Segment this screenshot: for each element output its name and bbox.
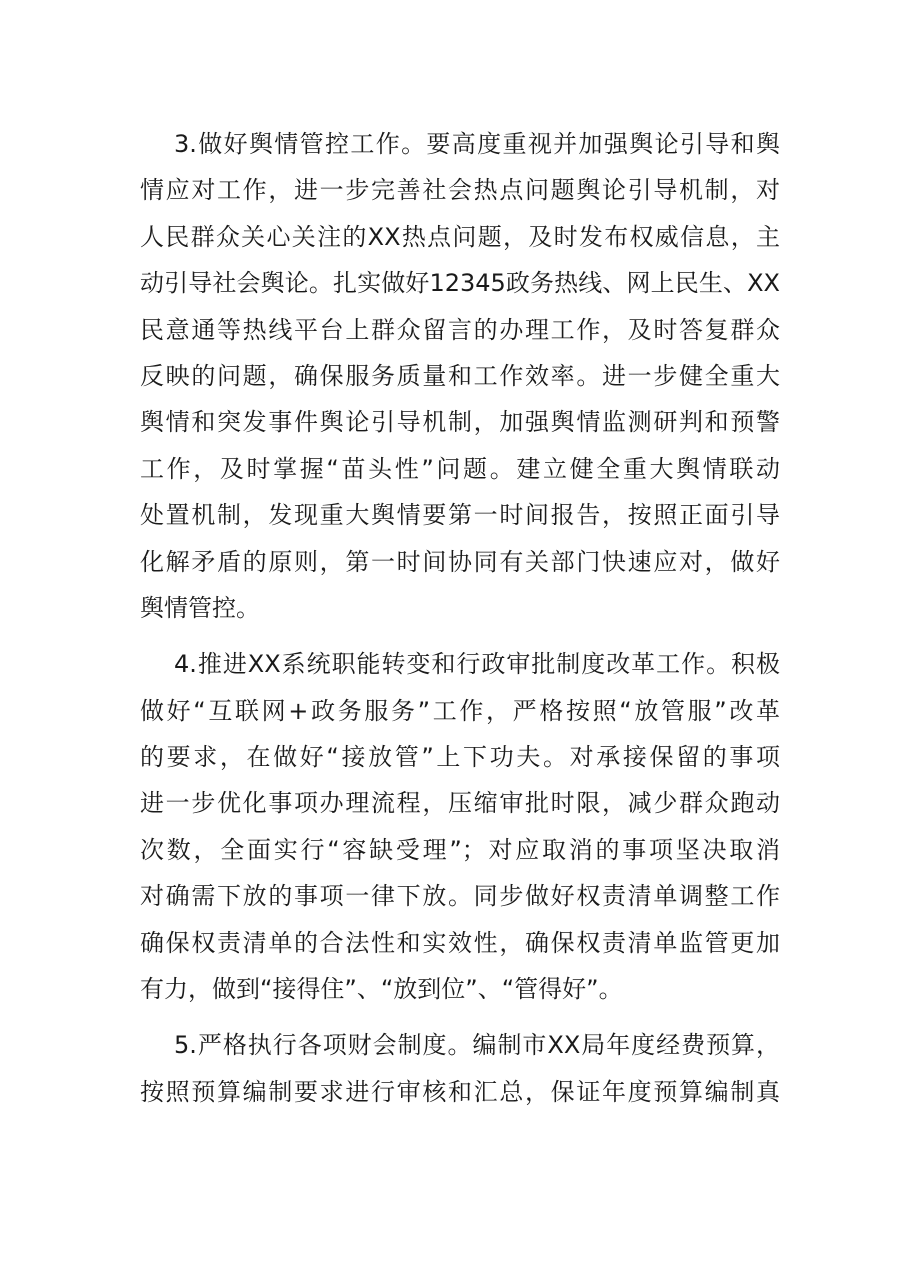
text-line: 化解矛盾的原则，第一时间协同有关部门快速应对，做好	[140, 547, 780, 576]
text-line: 舆情和突发事件舆论引导机制，加强舆情监测研判和预警	[140, 408, 780, 437]
text-line: 确保权责清单的合法性和实效性，确保权责清单监管更加	[140, 928, 780, 957]
text-line: 动引导社会舆论。扎实做好12345政务热线、网上民生、XX	[140, 269, 780, 298]
text-line: 情应对工作，进一步完善社会热点问题舆论引导机制，对	[140, 176, 780, 205]
paragraph-4	[140, 641, 780, 1012]
text-line: 3.做好舆情管控工作。要高度重视并加强舆论引导和舆	[174, 130, 780, 158]
paragraph-5	[140, 1022, 780, 1115]
text-line: 民意通等热线平台上群众留言的办理工作，及时答复群众	[140, 315, 780, 344]
text-line: 4.推进XX系统职能转变和行政审批制度改革工作。积极	[174, 650, 780, 679]
document-body	[140, 121, 780, 1115]
text-line: 次数，全面实行“容缺受理”；对应取消的事项坚决取消	[140, 835, 780, 864]
text-line: 5.严格执行各项财会制度。编制市XX局年度经费预算，	[174, 1031, 780, 1060]
paragraph-spacer	[140, 1012, 780, 1022]
text-line: 反映的问题，确保服务质量和工作效率。进一步健全重大	[140, 361, 780, 390]
text-line: 的要求，在做好“接放管”上下功夫。对承接保留的事项	[140, 743, 780, 772]
paragraph-spacer	[140, 631, 780, 641]
text-line: 人民群众关心关注的XX热点问题，及时发布权威信息，主	[140, 222, 780, 251]
paragraph-3	[140, 121, 780, 631]
text-line: 对确需下放的事项一律下放。同步做好权责清单调整工作	[140, 882, 780, 911]
text-line: 舆情管控。	[140, 593, 260, 622]
text-line: 进一步优化事项办理流程，压缩审批时限，减少群众跑动	[140, 789, 780, 818]
text-line: 工作，及时掌握“苗头性”问题。建立健全重大舆情联动	[140, 454, 780, 483]
text-line: 处置机制，发现重大舆情要第一时间报告，按照正面引导	[140, 501, 780, 530]
text-line: 做好“互联网+政务服务”工作，严格按照“放管服”改革	[140, 696, 780, 725]
text-line: 有力，做到“接得住”、“放到位”、“管得好”。	[140, 975, 623, 1004]
text-line: 按照预算编制要求进行审核和汇总，保证年度预算编制真	[140, 1077, 780, 1106]
